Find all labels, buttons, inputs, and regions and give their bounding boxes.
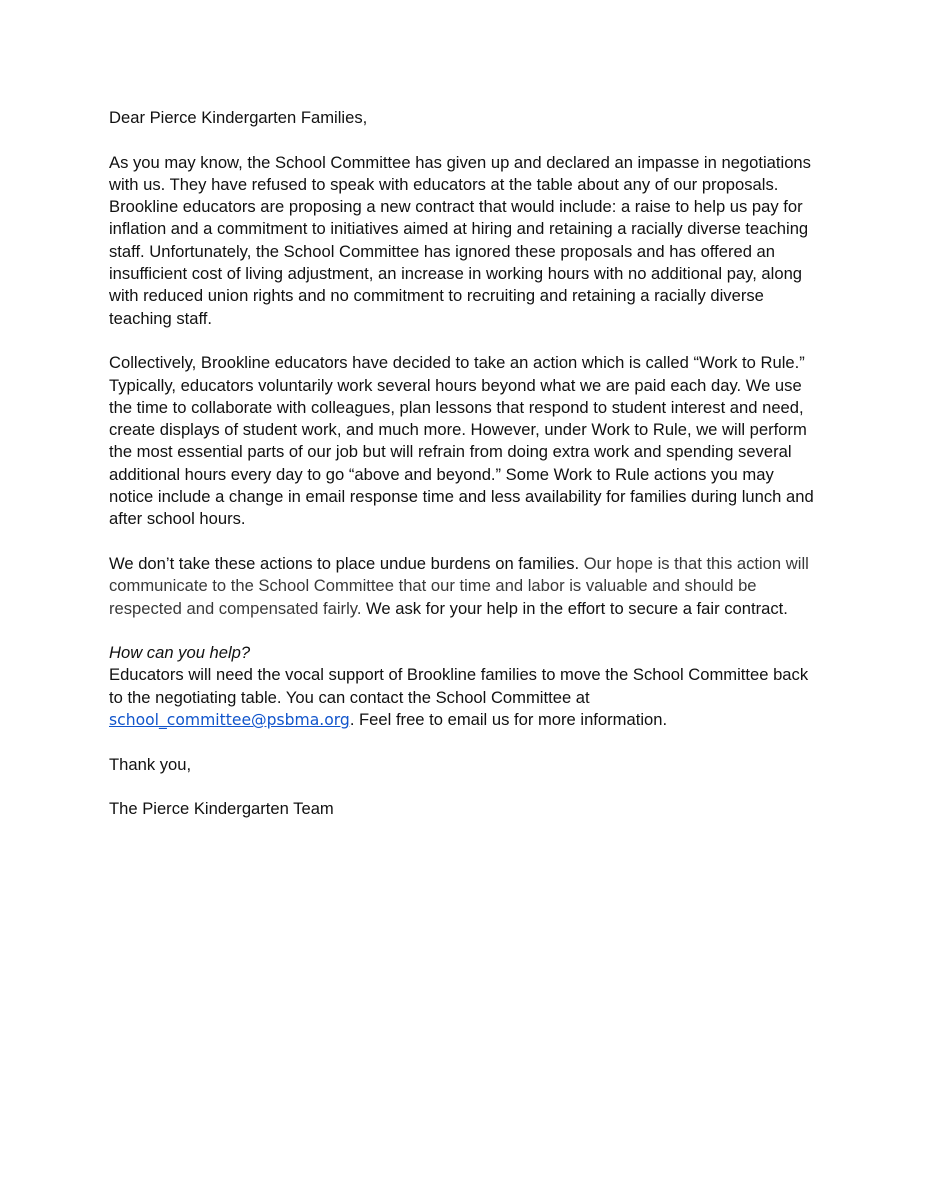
purpose-sentence-3: We ask for your help in the effort to secure a fair contract. bbox=[361, 598, 788, 618]
paragraph-work-to-rule: Collectively, Brookline educators have decided to take an action which is called “Work to Rule.” Typically, educators voluntarily work several hours beyond what we are paid each day. We use the time to collaborate with colleagues, plan lessons that respond to student interest and need, create displays of student work, and much more. However, under Work to Rule, we will perform the most essential parts of our job but will refrain from doing extra work and spending several additional hours every day to go “above and beyond.” Some Work to Rule actions you may notice include a change in email response time and less availability for families during lunch and after school hours. bbox=[109, 353, 814, 529]
paragraph-purpose bbox=[109, 553, 821, 620]
paragraph-help bbox=[109, 642, 821, 731]
letter-body bbox=[109, 107, 821, 843]
purpose-sentence-1: We don’t take these actions to place undue burdens on families. bbox=[109, 553, 580, 573]
signature: The Pierce Kindergarten Team bbox=[109, 799, 334, 819]
closing: Thank you, bbox=[109, 754, 192, 774]
help-after-email: . Feel free to email us for more information. bbox=[349, 710, 668, 730]
committee-email-link[interactable]: school_committee@psbma.org bbox=[109, 711, 350, 730]
paragraph-impasse: As you may know, the School Committee has given up and declared an impasse in negotiations with us. They have refused to speak with educators at the table about any of our proposals. Brookline educators are proposing a new contract that would include: a raise to help us pay for inflation and a commitment to initiatives aimed at hiring and retaining a racially diverse teaching staff. Unfortunately, the School Committee has ignored these proposals and has offered an insufficient cost of living adjustment, an increase in working hours with no additional pay, along with reduced union rights and no commitment to recruiting and retaining a racially diverse teaching staff. bbox=[109, 152, 811, 328]
help-heading: How can you help? bbox=[109, 643, 251, 663]
help-text: Educators will need the vocal support of Brookline families to move the School Committee back to the negotiating table. You can contact the School Committee at bbox=[109, 665, 809, 707]
salutation: Dear Pierce Kindergarten Families, bbox=[109, 108, 368, 127]
purpose-sentence-2: Our hope is that this action will communicate to the School Committee that our time and labor is valuable and should be respected and compensated fairly. bbox=[109, 553, 809, 618]
